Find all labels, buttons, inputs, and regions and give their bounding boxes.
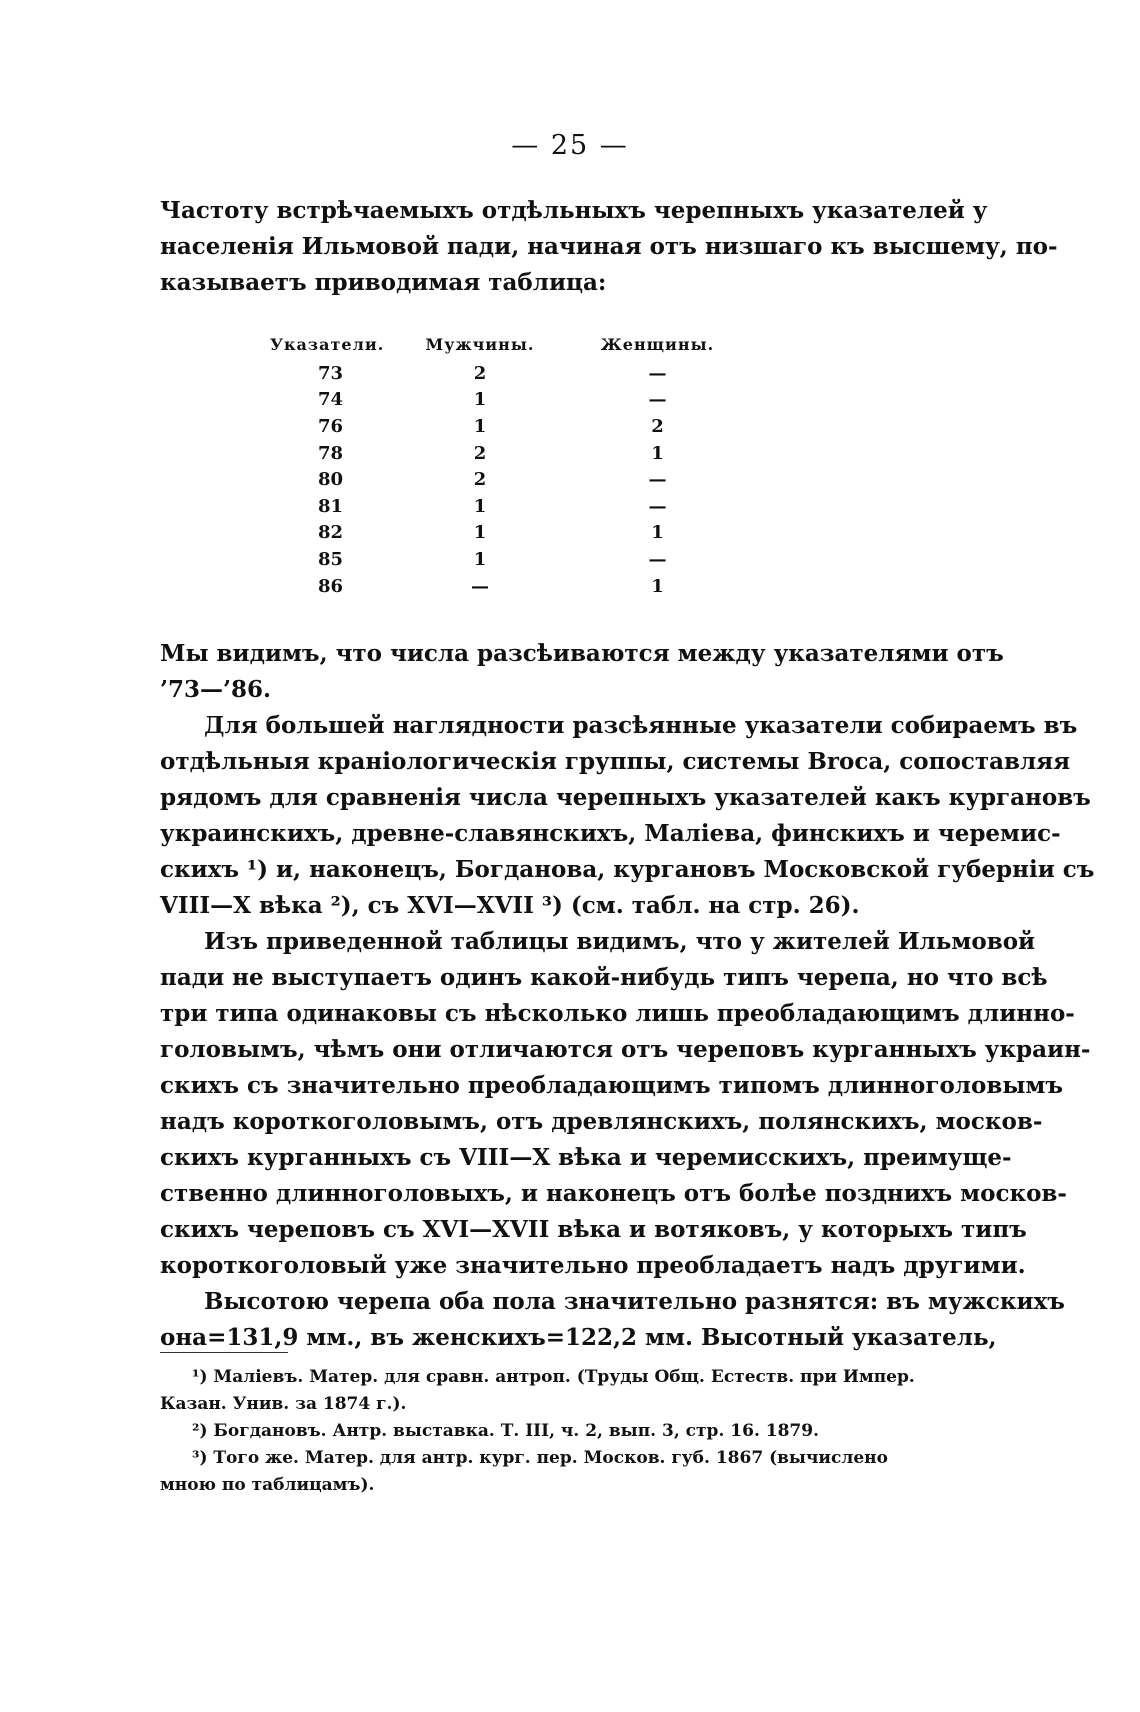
- table-cell: 1: [473, 548, 487, 570]
- text-line: Мы видимъ, что числа разсѣиваются между указателями отъ: [160, 640, 1004, 667]
- footnote-line: ²) Богдановъ. Антр. выставка. Т. III, ч. 2, вып. 3, стр. 16. 1879.: [192, 1421, 820, 1441]
- text-line: скихъ курганныхъ съ VIII—X вѣка и черемисскихъ, преимуще-: [160, 1144, 1012, 1171]
- column-header-women: Женщины.: [600, 334, 715, 354]
- table-cell: 1: [473, 495, 487, 517]
- table-cell: —: [471, 575, 489, 597]
- text-line: ственно длинноголовыхъ, и наконецъ отъ болѣе позднихъ москов-: [160, 1180, 1067, 1207]
- table-row: [270, 493, 740, 520]
- body-text: [160, 636, 1095, 1356]
- table-cell: 2: [473, 469, 487, 491]
- text-line: надъ короткоголовымъ, отъ древлянскихъ, полянскихъ, москов-: [160, 1108, 1043, 1135]
- table-row: [270, 466, 740, 493]
- table-cell: —: [648, 362, 667, 384]
- text-line: скихъ череповъ съ XVI—XVII вѣка и вотяковъ, у которыхъ типъ: [160, 1216, 1027, 1243]
- table-cell: 2: [473, 362, 487, 384]
- text-line: отдѣльныя краніологическія группы, системы Broca, сопоставляя: [160, 748, 1071, 775]
- table-cell: 2: [651, 415, 664, 437]
- table-cell: —: [648, 389, 667, 411]
- text-line: скихъ съ значительно преобладающимъ типомъ длинноголовымъ: [160, 1072, 1064, 1099]
- cranial-index-table: [270, 328, 740, 599]
- text-line: VIII—X вѣка ²), съ XVI—XVII ³) (см. табл. на стр. 26).: [160, 892, 860, 919]
- table-cell: —: [648, 469, 667, 491]
- table-cell: 82: [318, 522, 344, 544]
- table-cell: —: [648, 548, 667, 570]
- text-line: казываетъ приводимая таблица:: [160, 269, 607, 296]
- text-line: рядомъ для сравненія числа черепныхъ указателей какъ кургановъ: [160, 784, 1091, 811]
- text-line: три типа одинаковы съ нѣсколько лишь преобладающимъ длинно-: [160, 1000, 1075, 1027]
- table-cell: 73: [318, 362, 344, 384]
- table-row: [270, 546, 740, 573]
- footnote-line: Казан. Унив. за 1874 г.).: [160, 1394, 407, 1414]
- table-cell: 80: [318, 469, 344, 491]
- footnote-divider: [160, 1352, 288, 1353]
- text-line: Изъ приведенной таблицы видимъ, что у жителей Ильмовой: [204, 928, 1036, 955]
- footnote-line: ¹) Маліевъ. Матер. для сравн. антроп. (Труды Общ. Естеств. при Импер.: [192, 1367, 915, 1387]
- column-header-men: Мужчины.: [425, 334, 535, 354]
- table-cell: —: [648, 495, 667, 517]
- footnote-line: ³) Того же. Матер. для антр. кург. пер. Москов. губ. 1867 (вычислено: [192, 1448, 888, 1468]
- footnotes: [160, 1364, 915, 1499]
- table-cell: 74: [318, 389, 344, 411]
- footnote-line: мною по таблицамъ).: [160, 1475, 375, 1495]
- table-cell: 78: [318, 442, 344, 464]
- table-row: [270, 387, 740, 414]
- text-line: ’73—’86.: [160, 676, 272, 703]
- table-cell: 86: [318, 575, 344, 597]
- text-line: украинскихъ, древне-славянскихъ, Маліева, финскихъ и черемис-: [160, 820, 1061, 847]
- table-row: [270, 413, 740, 440]
- text-line: Частоту встрѣчаемыхъ отдѣльныхъ черепныхъ указателей у: [160, 197, 988, 224]
- text-line: она=131,9 мм., въ женскихъ=122,2 мм. Высотный указатель,: [160, 1324, 997, 1351]
- table-row: [270, 520, 740, 547]
- text-line: Для большей наглядности разсѣянные указатели собираемъ въ: [204, 712, 1078, 739]
- text-line: населенія Ильмовой пади, начиная отъ низшаго къ высшему, по-: [160, 233, 1058, 260]
- page-number: — 25 —: [511, 130, 629, 161]
- table-cell: 1: [651, 442, 664, 464]
- text-line: скихъ ¹) и, наконецъ, Богданова, кургановъ Московской губерніи съ: [160, 856, 1095, 883]
- text-line: короткоголовый уже значительно преобладаетъ надъ другими.: [160, 1252, 1026, 1279]
- table-cell: 1: [473, 522, 487, 544]
- table-cell: 1: [473, 389, 487, 411]
- column-header-index: Указатели.: [270, 334, 385, 354]
- table-cell: 85: [318, 548, 344, 570]
- intro-paragraph: [160, 193, 1058, 301]
- table-cell: 1: [651, 522, 664, 544]
- table-row: [270, 440, 740, 467]
- table-cell: 2: [473, 442, 487, 464]
- text-line: Высотою черепа оба пола значительно разнятся: въ мужскихъ: [204, 1288, 1065, 1315]
- table-cell: 1: [651, 575, 664, 597]
- table-cell: 76: [318, 415, 344, 437]
- table-cell: 81: [318, 495, 344, 517]
- table-row: [270, 573, 740, 600]
- table-cell: 1: [473, 415, 487, 437]
- text-line: пади не выступаетъ одинъ какой-нибудь типъ черепа, но что всѣ: [160, 964, 1048, 991]
- table-header-row: [270, 328, 740, 360]
- table-row: [270, 360, 740, 387]
- text-line: головымъ, чѣмъ они отличаются отъ череповъ курганныхъ украин-: [160, 1036, 1091, 1063]
